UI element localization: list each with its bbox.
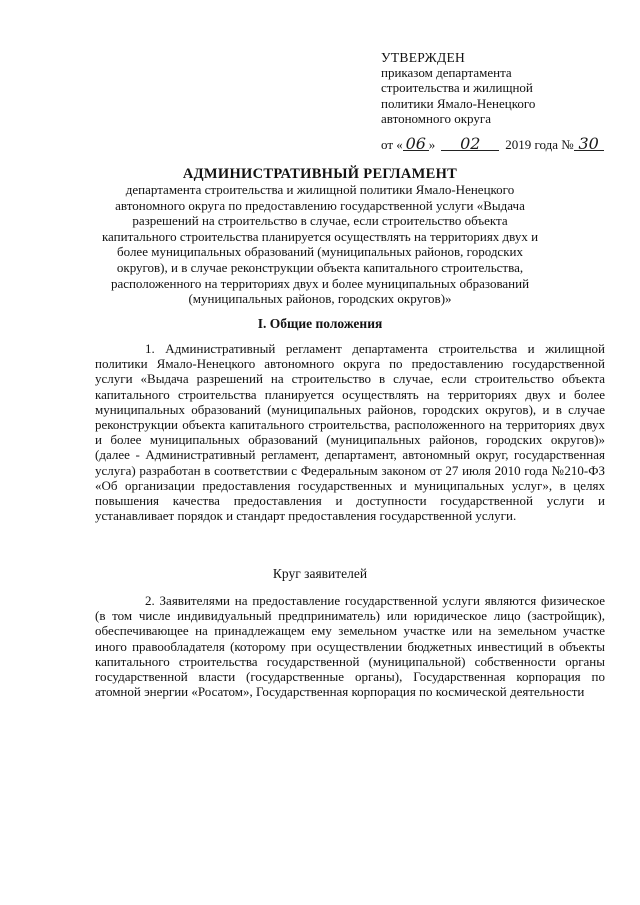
handwritten-month: 02 xyxy=(441,137,499,151)
date-day-suffix: » xyxy=(428,137,436,152)
approval-line-1: приказом департамента xyxy=(381,65,512,81)
approval-date-line xyxy=(381,134,604,153)
date-prefix: от « xyxy=(381,137,403,152)
approval-line-4: автономного округа xyxy=(381,110,491,126)
paragraph-2: 2. Заявителями на предоставление государственной услуги являются физическое (в том числе индивидуальный предприниматель) или юридическое лицо (застройщик), обеспечивающее на принадлежащем ему земельном участке или на земельном участке иного правообладателя (которому при осуществлении бюджетных инвестиций в объекты капитального строительства государственной (муниципальной) собственности органы государственной власти (государственные органы), Государственная корпорация по атомной энергии «Росатом», Государственная корпорация по космической деятельности xyxy=(95,593,605,700)
subsection-heading: Круг заявителей xyxy=(272,566,368,581)
section-heading: I. Общие положения xyxy=(257,316,383,331)
handwritten-day: 06 xyxy=(403,137,429,151)
document-subtitle: департамента строительства и жилищной политики Ямало-Ненецкого автономного округа по предоставлению государственной услуги «Выдача разрешений на строительство в случае, если строительство объекта капитального строительства планируется осуществлять на территориях двух и более муниципальных образований (муниципальных районов, городских округов), и в случае реконструкции объекта капитального строительства, расположенного на территориях двух и более муниципальных образований (муниципальных районов, городских округов)» xyxy=(101,182,539,307)
approval-line-3: политики Ямало-Ненецкого xyxy=(381,95,536,111)
approval-heading: УТВЕРЖДЕН xyxy=(381,50,466,65)
date-year-text: 2019 года № xyxy=(505,137,574,152)
handwritten-order-number: 30 xyxy=(574,137,604,151)
approval-line-2: строительства и жилищной xyxy=(381,80,533,96)
approval-stamp xyxy=(381,50,621,126)
document-title: АДМИНИСТРАТИВНЫЙ РЕГЛАМЕНТ xyxy=(182,166,458,182)
paragraph-1: 1. Административный регламент департамента строительства и жилищной политики Ямало-Ненецкого автономного округа по предоставлению государственной услуги «Выдача разрешений на строительство в случае, если строительство объекта капитального строительства планируется осуществлять на территориях двух и более муниципальных образований (муниципальных районов, городских округов), и в случае реконструкции объекта капитального строительства, расположенного на территориях двух и более муниципальных образований (муниципальных районов, городских округов)» (далее - Административный регламент, департамент, автономный округ, государственная услуга) разработан в соответствии с Федеральным законом от 27 июля 2010 года №210-ФЗ «Об организации предоставления государственных и муниципальных услуг», в целях повышения качества предоставления и доступности государственной услуги и устанавливает порядок и стандарт предоставления государственной услуги. xyxy=(95,341,605,524)
